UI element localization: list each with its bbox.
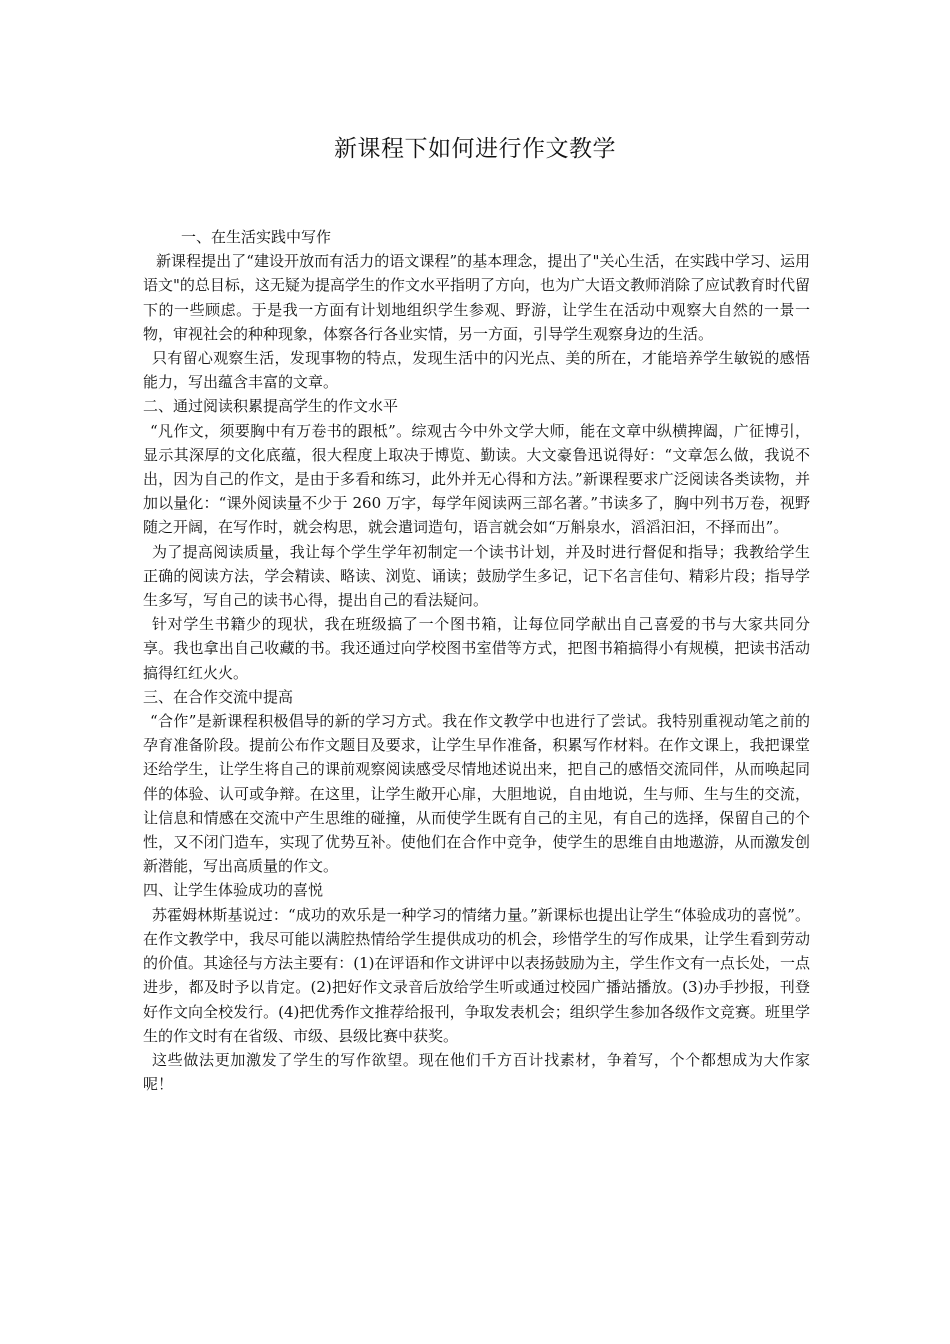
paragraph: 苏霍姆林斯基说过：“成功的欢乐是一种学习的情绪力量。”新课标也提出让学生“体验成功的喜悦”。在作文教学中，我尽可能以满腔热情给学生提供成功的机会，珍惜学生的写作成果，让学生看到劳动的价值。其途径与方法主要有：(1)在评语和作文讲评中以表扬鼓励为主，学生作文有一点长处，一点进步，都及时予以肯定。(2)把好作文录音后放给学生听或通过校园广播站播放。(3)办手抄报，刊登好作文向全校发行。(4)把优秀作文推荐给报刊，争取发表机会；组织学生参加各级作文竞赛。班里学生的作文时有在省级、市级、县级比赛中获奖。 (143, 905, 810, 1045)
paragraph: 这些做法更加激发了学生的写作欲望。现在他们千方百计找素材，争着写，个个都想成为大作家呢！ (143, 1050, 810, 1094)
document-title: 新课程下如何进行作文教学 (334, 136, 616, 162)
section-heading-1: 一、在生活实践中写作 (181, 228, 332, 246)
document-body (143, 225, 810, 1096)
paragraph: 只有留心观察生活，发现事物的特点，发现生活中的闪光点、美的所在，才能培养学生敏锐的感悟能力，写出蕴含丰富的文章。 (143, 349, 810, 392)
paragraph: “凡作文，须要胸中有万卷书的跟柢”。综观古今中外文学大师，能在文章中纵横捭阖，广征博引，显示其深厚的文化底蕴，很大程度上取决于博览、勤读。大文豪鲁迅说得好：“文章怎么做，我说不出，因为自己的作文，是由于多看和练习，此外并无心得和方法。”新课程要求广泛阅读各类读物，并加以量化：“课外阅读量不少于 260 万字，每学年阅读两三部名著。”书读多了，胸中列书万卷，视野随之开阔，在写作时，就会构思，就会遣词造句，语言就会如“万斛泉水，滔滔汩汩，不择而出”。 (143, 421, 810, 537)
section-heading-2: 二、通过阅读积累提高学生的作文水平 (143, 397, 399, 416)
paragraph: 新课程提出了“建设开放而有活力的语文课程”的基本理念，提出了"关心生活，在实践中学习、运用语文"的总目标，这无疑为提高学生的作文水平指明了方向，也为广大语文教师消除了应试教育时代留下的一些顾虑。于是我一方面有计划地组织学生参观、野游，让学生在活动中观察大自然的一景一物，审视社会的种种现象，体察各行各业实情，另一方面，引导学生观察身边的生活。 (143, 252, 810, 343)
paragraph: 针对学生书籍少的现状，我在班级搞了一个图书箱，让每位同学献出自己喜爱的书与大家共同分享。我也拿出自己收藏的书。我还通过向学校图书室借等方式，把图书箱搞得小有规模，把读书活动搞得红红火火。 (143, 615, 810, 682)
section-heading-3: 三、在合作交流中提高 (143, 687, 294, 706)
paragraph: “合作”是新课程积极倡导的新的学习方式。我在作文教学中也进行了尝试。我特别重视动笔之前的孕育准备阶段。提前公布作文题目及要求，让学生早作准备，积累写作材料。在作文课上，我把课堂还给学生，让学生将自己的课前观察阅读感受尽情地述说出来，把自己的感悟交流同伴，从而唤起同伴的体验、认可或争辩。在这里，让学生敞开心扉，大胆地说，自由地说，生与师、生与生的交流，让信息和情感在交流中产生思维的碰撞，从而使学生既有自己的主见，有自己的选择，保留自己的个性，又不闭门造车，实现了优势互补。使他们在合作中竞争，使学生的思维自由地遨游，从而激发创新潜能，写出高质量的作文。 (143, 712, 810, 876)
section-heading-4: 四、让学生体验成功的喜悦 (143, 881, 324, 900)
paragraph: 为了提高阅读质量，我让每个学生学年初制定一个读书计划，并及时进行督促和指导；我教给学生正确的阅读方法，学会精读、略读、浏览、诵读；鼓励学生多记，记下名言佳句、精彩片段；指导学生多写，写自己的读书心得，提出自己的看法疑问。 (143, 542, 810, 610)
